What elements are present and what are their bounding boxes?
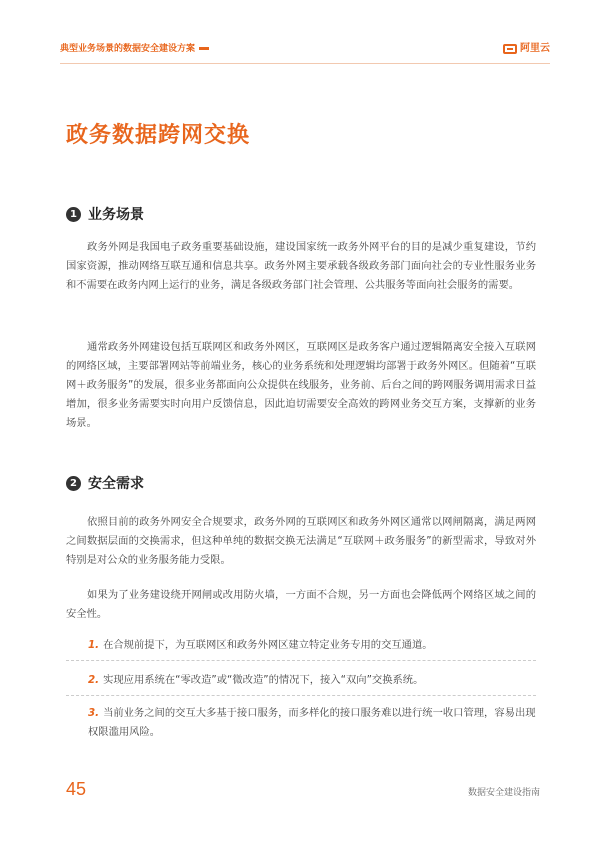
brand-name: 阿里云 (520, 43, 550, 54)
list-item (66, 636, 536, 661)
header-divider (60, 63, 550, 64)
brand-logo (503, 42, 550, 56)
section-title: 业务场景 (88, 207, 144, 223)
section-number-badge: 2 (66, 476, 81, 491)
list-item-number: 1. (88, 639, 100, 651)
section-title: 安全需求 (88, 476, 144, 492)
page-header (60, 42, 550, 58)
page-number: 45 (66, 779, 87, 799)
page-title: 政务数据跨网交换 (66, 123, 251, 148)
footer-doc-title: 数据安全建设指南 (467, 788, 540, 798)
list-item (66, 671, 536, 696)
list-item-number: 3. (88, 707, 100, 719)
alibaba-cloud-icon (503, 44, 517, 54)
section-number-badge: 1 (66, 207, 81, 222)
header-title: 典型业务场景的数据安全建设方案 (60, 42, 209, 56)
section-heading-2 (66, 473, 144, 493)
section-heading-1 (66, 204, 144, 224)
header-accent-mark (199, 47, 209, 50)
list-item-text: 实现应用系统在“零改造”或“微改造”的情况下，接入“双向”交换系统。 (103, 674, 424, 686)
list-item-text: 当前业务之间的交互大多基于接口服务，而多样化的接口服务难以进行统一收口管理，容易出现权限滥用风险。 (88, 707, 536, 738)
paragraph: 通常政务外网建设包括互联网区和政务外网区，互联网区是政务客户通过逻辑隔离安全接入互联网的网络区域，主要部署网站等前端业务，核心的业务系统和处理逻辑均部署于政务外网区。但随着“互联网＋政务服务”的发展，很多业务都面向公众提供在线服务，业务前、后台之间的跨网服务调用需求日益增加，很多业务需要实时向用户反馈信息，因此迫切需要安全高效的跨网业务交互方案，支撑新的业务场景。 (66, 341, 536, 429)
paragraph: 依照目前的政务外网安全合规要求，政务外网的互联网区和政务外网区通常以网闸隔离，满足两网之间数据层面的交换需求，但这种单纯的数据交换无法满足“互联网＋政务服务”的新型需求，导致对外特别是对公众的业务服务能力受限。 (66, 516, 536, 566)
list-item-text: 在合规前提下，为互联网区和政务外网区建立特定业务专用的交互通道。 (103, 639, 433, 651)
paragraph: 如果为了业务建设绕开网闸或改用防火墙，一方面不合规，另一方面也会降低两个网络区域之间的安全性。 (66, 589, 536, 620)
list-item (66, 704, 536, 747)
list-item-number: 2. (88, 674, 100, 686)
paragraph: 政务外网是我国电子政务重要基础设施，建设国家统一政务外网平台的目的是减少重复建设，节约国家资源，推动网络互联互通和信息共享。政务外网主要承载各级政务部门面向社会的专业性服务业务和不需要在政务内网上运行的业务，满足各级政务部门社会管理、公共服务等面向社会服务的需要。 (66, 241, 536, 291)
